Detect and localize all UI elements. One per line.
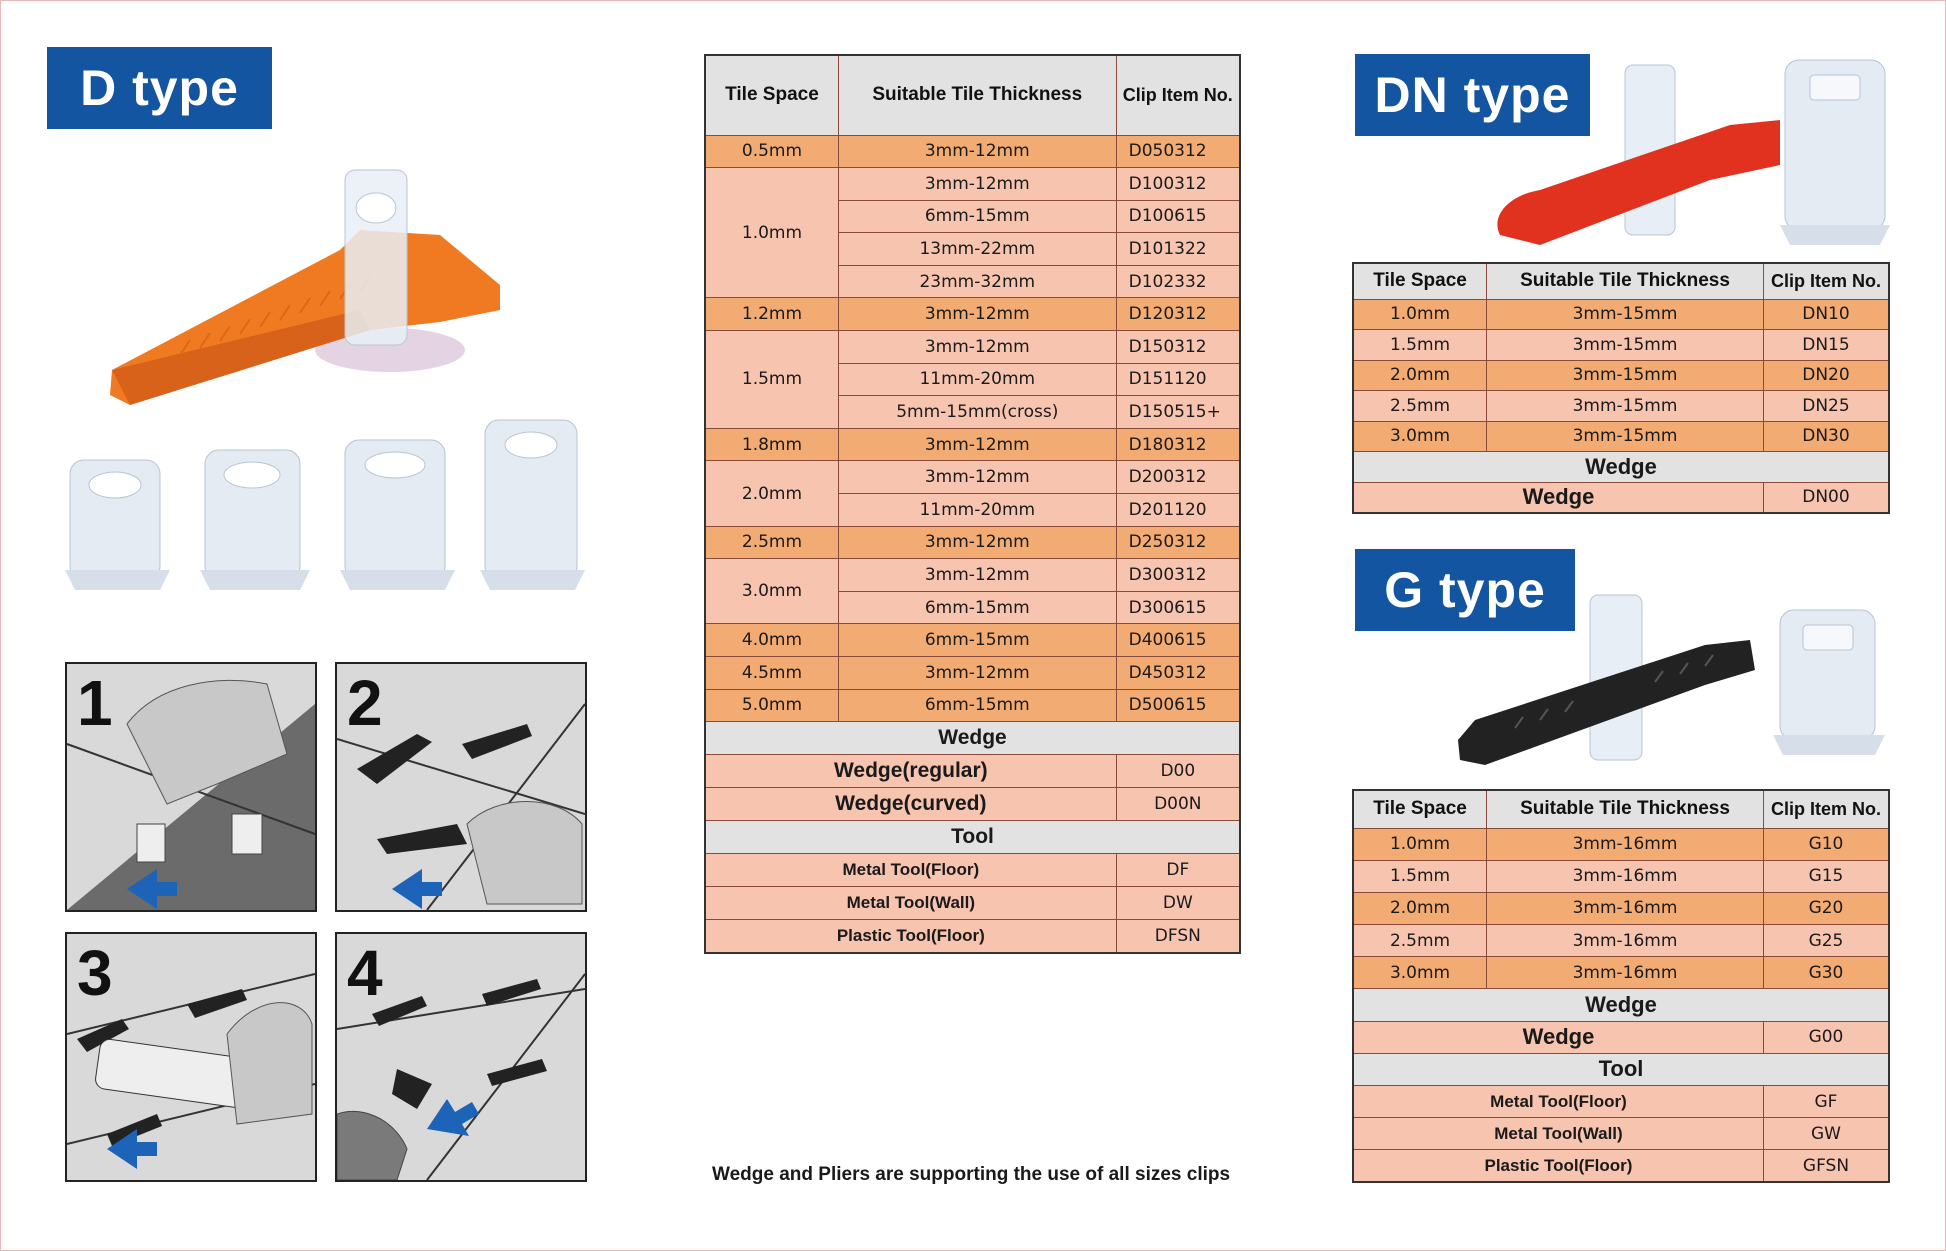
tile-space-cell: 4.0mm xyxy=(705,624,838,657)
clip-item-cell: D300615 xyxy=(1116,591,1240,624)
header-clip-item: Clip Item No. xyxy=(1763,790,1889,828)
tile-space-cell: 2.5mm xyxy=(1353,391,1487,422)
table-row xyxy=(1353,925,1889,957)
tile-space-cell: 0.5mm xyxy=(705,135,838,168)
table-row xyxy=(1353,828,1889,860)
dn-type-title: DN type xyxy=(1374,67,1571,123)
clip-item-cell: D200312 xyxy=(1116,461,1240,494)
thickness-cell: 11mm-20mm xyxy=(838,494,1116,527)
clip-item-cell: DN20 xyxy=(1763,360,1889,391)
clip-item-cell: G15 xyxy=(1763,860,1889,892)
header-clip-item: Clip Item No. xyxy=(1763,263,1889,299)
clip-item-cell: D500615 xyxy=(1116,689,1240,722)
tool-name-cell: Metal Tool(Wall) xyxy=(1353,1118,1763,1150)
tile-space-cell: 1.0mm xyxy=(1353,299,1487,330)
header-tile-thickness: Suitable Tile Thickness xyxy=(1487,263,1764,299)
arrow-blue-icon xyxy=(427,1099,479,1136)
table-row xyxy=(705,428,1240,461)
wedge-name-cell: Wedge xyxy=(1353,482,1763,513)
header-clip-item: Clip Item No. xyxy=(1116,55,1240,135)
thickness-cell: 5mm-15mm(cross) xyxy=(838,396,1116,429)
clip-item-cell: G20 xyxy=(1763,892,1889,924)
step-panel-2 xyxy=(335,662,587,912)
table-row xyxy=(705,854,1240,887)
d-type-title: D type xyxy=(80,60,239,116)
table-row xyxy=(705,298,1240,331)
table-row xyxy=(1353,360,1889,391)
tile-space-cell: 2.0mm xyxy=(705,461,838,526)
table-row xyxy=(1353,860,1889,892)
section-title-wedge: Wedge xyxy=(1353,989,1889,1021)
tile-space-cell: 1.5mm xyxy=(1353,860,1487,892)
thickness-cell: 3mm-16mm xyxy=(1487,957,1764,989)
table-row xyxy=(705,755,1240,788)
table-row xyxy=(1353,1150,1889,1182)
clip-item-cell: DF xyxy=(1116,854,1240,887)
tile-space-cell: 1.5mm xyxy=(1353,330,1487,361)
clip-item-cell: DN10 xyxy=(1763,299,1889,330)
header-tile-space: Tile Space xyxy=(1353,790,1487,828)
section-title-tool: Tool xyxy=(705,821,1240,854)
clip-item-cell: D150515+ xyxy=(1116,396,1240,429)
section-title-wedge: Wedge xyxy=(1353,452,1889,483)
tile-space-cell: 1.2mm xyxy=(705,298,838,331)
clip-large xyxy=(340,440,455,590)
table-row xyxy=(705,168,1240,201)
tile-space-cell: 5.0mm xyxy=(705,689,838,722)
thickness-cell: 6mm-15mm xyxy=(838,689,1116,722)
clip-item-cell: D450312 xyxy=(1116,657,1240,690)
thickness-cell: 3mm-12mm xyxy=(838,657,1116,690)
clip-medium xyxy=(200,450,310,590)
d-type-product-illustration xyxy=(60,160,600,600)
thickness-cell: 3mm-12mm xyxy=(838,298,1116,331)
thickness-cell: 13mm-22mm xyxy=(838,233,1116,266)
clip-item-cell: D101322 xyxy=(1116,233,1240,266)
step-number: 3 xyxy=(77,937,113,1009)
thickness-cell: 6mm-15mm xyxy=(838,591,1116,624)
header-tile-space: Tile Space xyxy=(705,55,838,135)
thickness-cell: 3mm-15mm xyxy=(1487,360,1764,391)
table-row xyxy=(1353,957,1889,989)
d-type-note: Wedge and Pliers are supporting the use of all sizes clips xyxy=(712,1164,1231,1185)
clip-item-cell: G25 xyxy=(1763,925,1889,957)
wedge-name-cell: Wedge(regular) xyxy=(705,755,1116,788)
section-row xyxy=(1353,1053,1889,1085)
thickness-cell: 23mm-32mm xyxy=(838,265,1116,298)
step-number: 4 xyxy=(347,937,383,1009)
clip-item-cell: D102332 xyxy=(1116,265,1240,298)
tile-space-cell: 1.8mm xyxy=(705,428,838,461)
table-row xyxy=(1353,1021,1889,1053)
clip-hole xyxy=(356,193,396,223)
clip-item-cell: G30 xyxy=(1763,957,1889,989)
header-tile-thickness: Suitable Tile Thickness xyxy=(1487,790,1764,828)
thickness-cell: 3mm-12mm xyxy=(838,135,1116,168)
d-type-table xyxy=(704,54,1241,954)
table-row xyxy=(705,689,1240,722)
clip-xlarge xyxy=(480,420,585,590)
tile-space-cell: 2.5mm xyxy=(705,526,838,559)
tile-space-cell: 4.5mm xyxy=(705,657,838,690)
table-row xyxy=(1353,1118,1889,1150)
step-panel-3 xyxy=(65,932,317,1182)
clip-item-cell: D100312 xyxy=(1116,168,1240,201)
step-number: 1 xyxy=(77,667,113,739)
g-type-title: G type xyxy=(1384,562,1546,618)
tile-space-cell: 1.5mm xyxy=(705,331,838,429)
thickness-cell: 3mm-16mm xyxy=(1487,892,1764,924)
thickness-cell: 3mm-12mm xyxy=(838,461,1116,494)
clip-item-cell: DW xyxy=(1116,887,1240,920)
section-row xyxy=(705,821,1240,854)
clip-item-cell: GF xyxy=(1763,1086,1889,1118)
tile-space-cell: 2.0mm xyxy=(1353,892,1487,924)
clip-item-cell: D00 xyxy=(1116,755,1240,788)
clip-item-cell: GW xyxy=(1763,1118,1889,1150)
tile-space-cell: 2.5mm xyxy=(1353,925,1487,957)
section-row xyxy=(1353,452,1889,483)
thickness-cell: 3mm-15mm xyxy=(1487,299,1764,330)
step-panel-1 xyxy=(65,662,317,912)
clip-item-cell: D00N xyxy=(1116,788,1240,821)
clip-item-cell: GFSN xyxy=(1763,1150,1889,1182)
table-row xyxy=(705,461,1240,494)
table-row xyxy=(705,135,1240,168)
section-title-wedge: Wedge xyxy=(705,722,1240,755)
dn-type-table xyxy=(1352,262,1890,514)
tool-name-cell: Metal Tool(Wall) xyxy=(705,887,1116,920)
tile-space-cell: 3.0mm xyxy=(705,559,838,624)
step-number: 2 xyxy=(347,667,383,739)
tile-space-cell: 2.0mm xyxy=(1353,360,1487,391)
thickness-cell: 3mm-12mm xyxy=(838,428,1116,461)
tool-name-cell: Plastic Tool(Floor) xyxy=(1353,1150,1763,1182)
clip-item-cell: DN25 xyxy=(1763,391,1889,422)
tool-name-cell: Metal Tool(Floor) xyxy=(1353,1086,1763,1118)
clip-item-cell: D120312 xyxy=(1116,298,1240,331)
table-row xyxy=(705,331,1240,364)
thickness-cell: 3mm-15mm xyxy=(1487,421,1764,452)
arrow-blue-icon xyxy=(392,869,442,909)
wedge-name-cell: Wedge(curved) xyxy=(705,788,1116,821)
thickness-cell: 3mm-15mm xyxy=(1487,391,1764,422)
g-type-table xyxy=(1352,789,1890,1183)
table-row xyxy=(1353,1086,1889,1118)
section-row xyxy=(1353,989,1889,1021)
clip-item-cell: D201120 xyxy=(1116,494,1240,527)
table-row xyxy=(1353,892,1889,924)
header-tile-space: Tile Space xyxy=(1353,263,1487,299)
tile-space-cell: 3.0mm xyxy=(1353,957,1487,989)
thickness-cell: 11mm-20mm xyxy=(838,363,1116,396)
tile-space-cell: 3.0mm xyxy=(1353,421,1487,452)
step-panel-4 xyxy=(335,932,587,1182)
thickness-cell: 3mm-16mm xyxy=(1487,925,1764,957)
table-row xyxy=(705,624,1240,657)
clip-item-cell: D151120 xyxy=(1116,363,1240,396)
table-row xyxy=(705,920,1240,953)
clip-item-cell: D150312 xyxy=(1116,331,1240,364)
thickness-cell: 6mm-15mm xyxy=(838,624,1116,657)
clip-item-cell: D180312 xyxy=(1116,428,1240,461)
clip-item-cell: D100615 xyxy=(1116,200,1240,233)
table-row xyxy=(705,559,1240,592)
clip-variants xyxy=(65,420,585,590)
d-type-badge xyxy=(47,47,272,129)
clip-item-cell: DN30 xyxy=(1763,421,1889,452)
dn-type-product-illustration xyxy=(1480,55,1900,255)
table-row xyxy=(705,788,1240,821)
clip-item-cell: DN00 xyxy=(1763,482,1889,513)
thickness-cell: 3mm-16mm xyxy=(1487,828,1764,860)
clip-item-cell: DN15 xyxy=(1763,330,1889,361)
thickness-cell: 3mm-12mm xyxy=(838,559,1116,592)
clip-item-cell: G10 xyxy=(1763,828,1889,860)
table-row xyxy=(1353,299,1889,330)
table-row xyxy=(1353,421,1889,452)
wedge-name-cell: Wedge xyxy=(1353,1021,1763,1053)
tile-space-cell: 1.0mm xyxy=(1353,828,1487,860)
thickness-cell: 3mm-12mm xyxy=(838,331,1116,364)
clip-item-cell: D300312 xyxy=(1116,559,1240,592)
thickness-cell: 3mm-16mm xyxy=(1487,860,1764,892)
clip-item-cell: D400615 xyxy=(1116,624,1240,657)
table-row xyxy=(1353,482,1889,513)
clip-item-cell: DFSN xyxy=(1116,920,1240,953)
table-row xyxy=(1353,391,1889,422)
clip-item-cell: D050312 xyxy=(1116,135,1240,168)
header-tile-thickness: Suitable Tile Thickness xyxy=(838,55,1116,135)
thickness-cell: 3mm-12mm xyxy=(838,526,1116,559)
clip-item-cell: D250312 xyxy=(1116,526,1240,559)
tool-name-cell: Plastic Tool(Floor) xyxy=(705,920,1116,953)
clip-item-cell: G00 xyxy=(1763,1021,1889,1053)
table-row xyxy=(705,657,1240,690)
thickness-cell: 6mm-15mm xyxy=(838,200,1116,233)
clip-small xyxy=(65,460,170,590)
thickness-cell: 3mm-15mm xyxy=(1487,330,1764,361)
section-row xyxy=(705,722,1240,755)
table-row xyxy=(705,887,1240,920)
tool-name-cell: Metal Tool(Floor) xyxy=(705,854,1116,887)
table-row xyxy=(1353,330,1889,361)
tile-space-cell: 1.0mm xyxy=(705,168,838,298)
g-type-product-illustration xyxy=(1455,590,1895,770)
section-title-tool: Tool xyxy=(1353,1053,1889,1085)
thickness-cell: 3mm-12mm xyxy=(838,168,1116,201)
table-row xyxy=(705,526,1240,559)
